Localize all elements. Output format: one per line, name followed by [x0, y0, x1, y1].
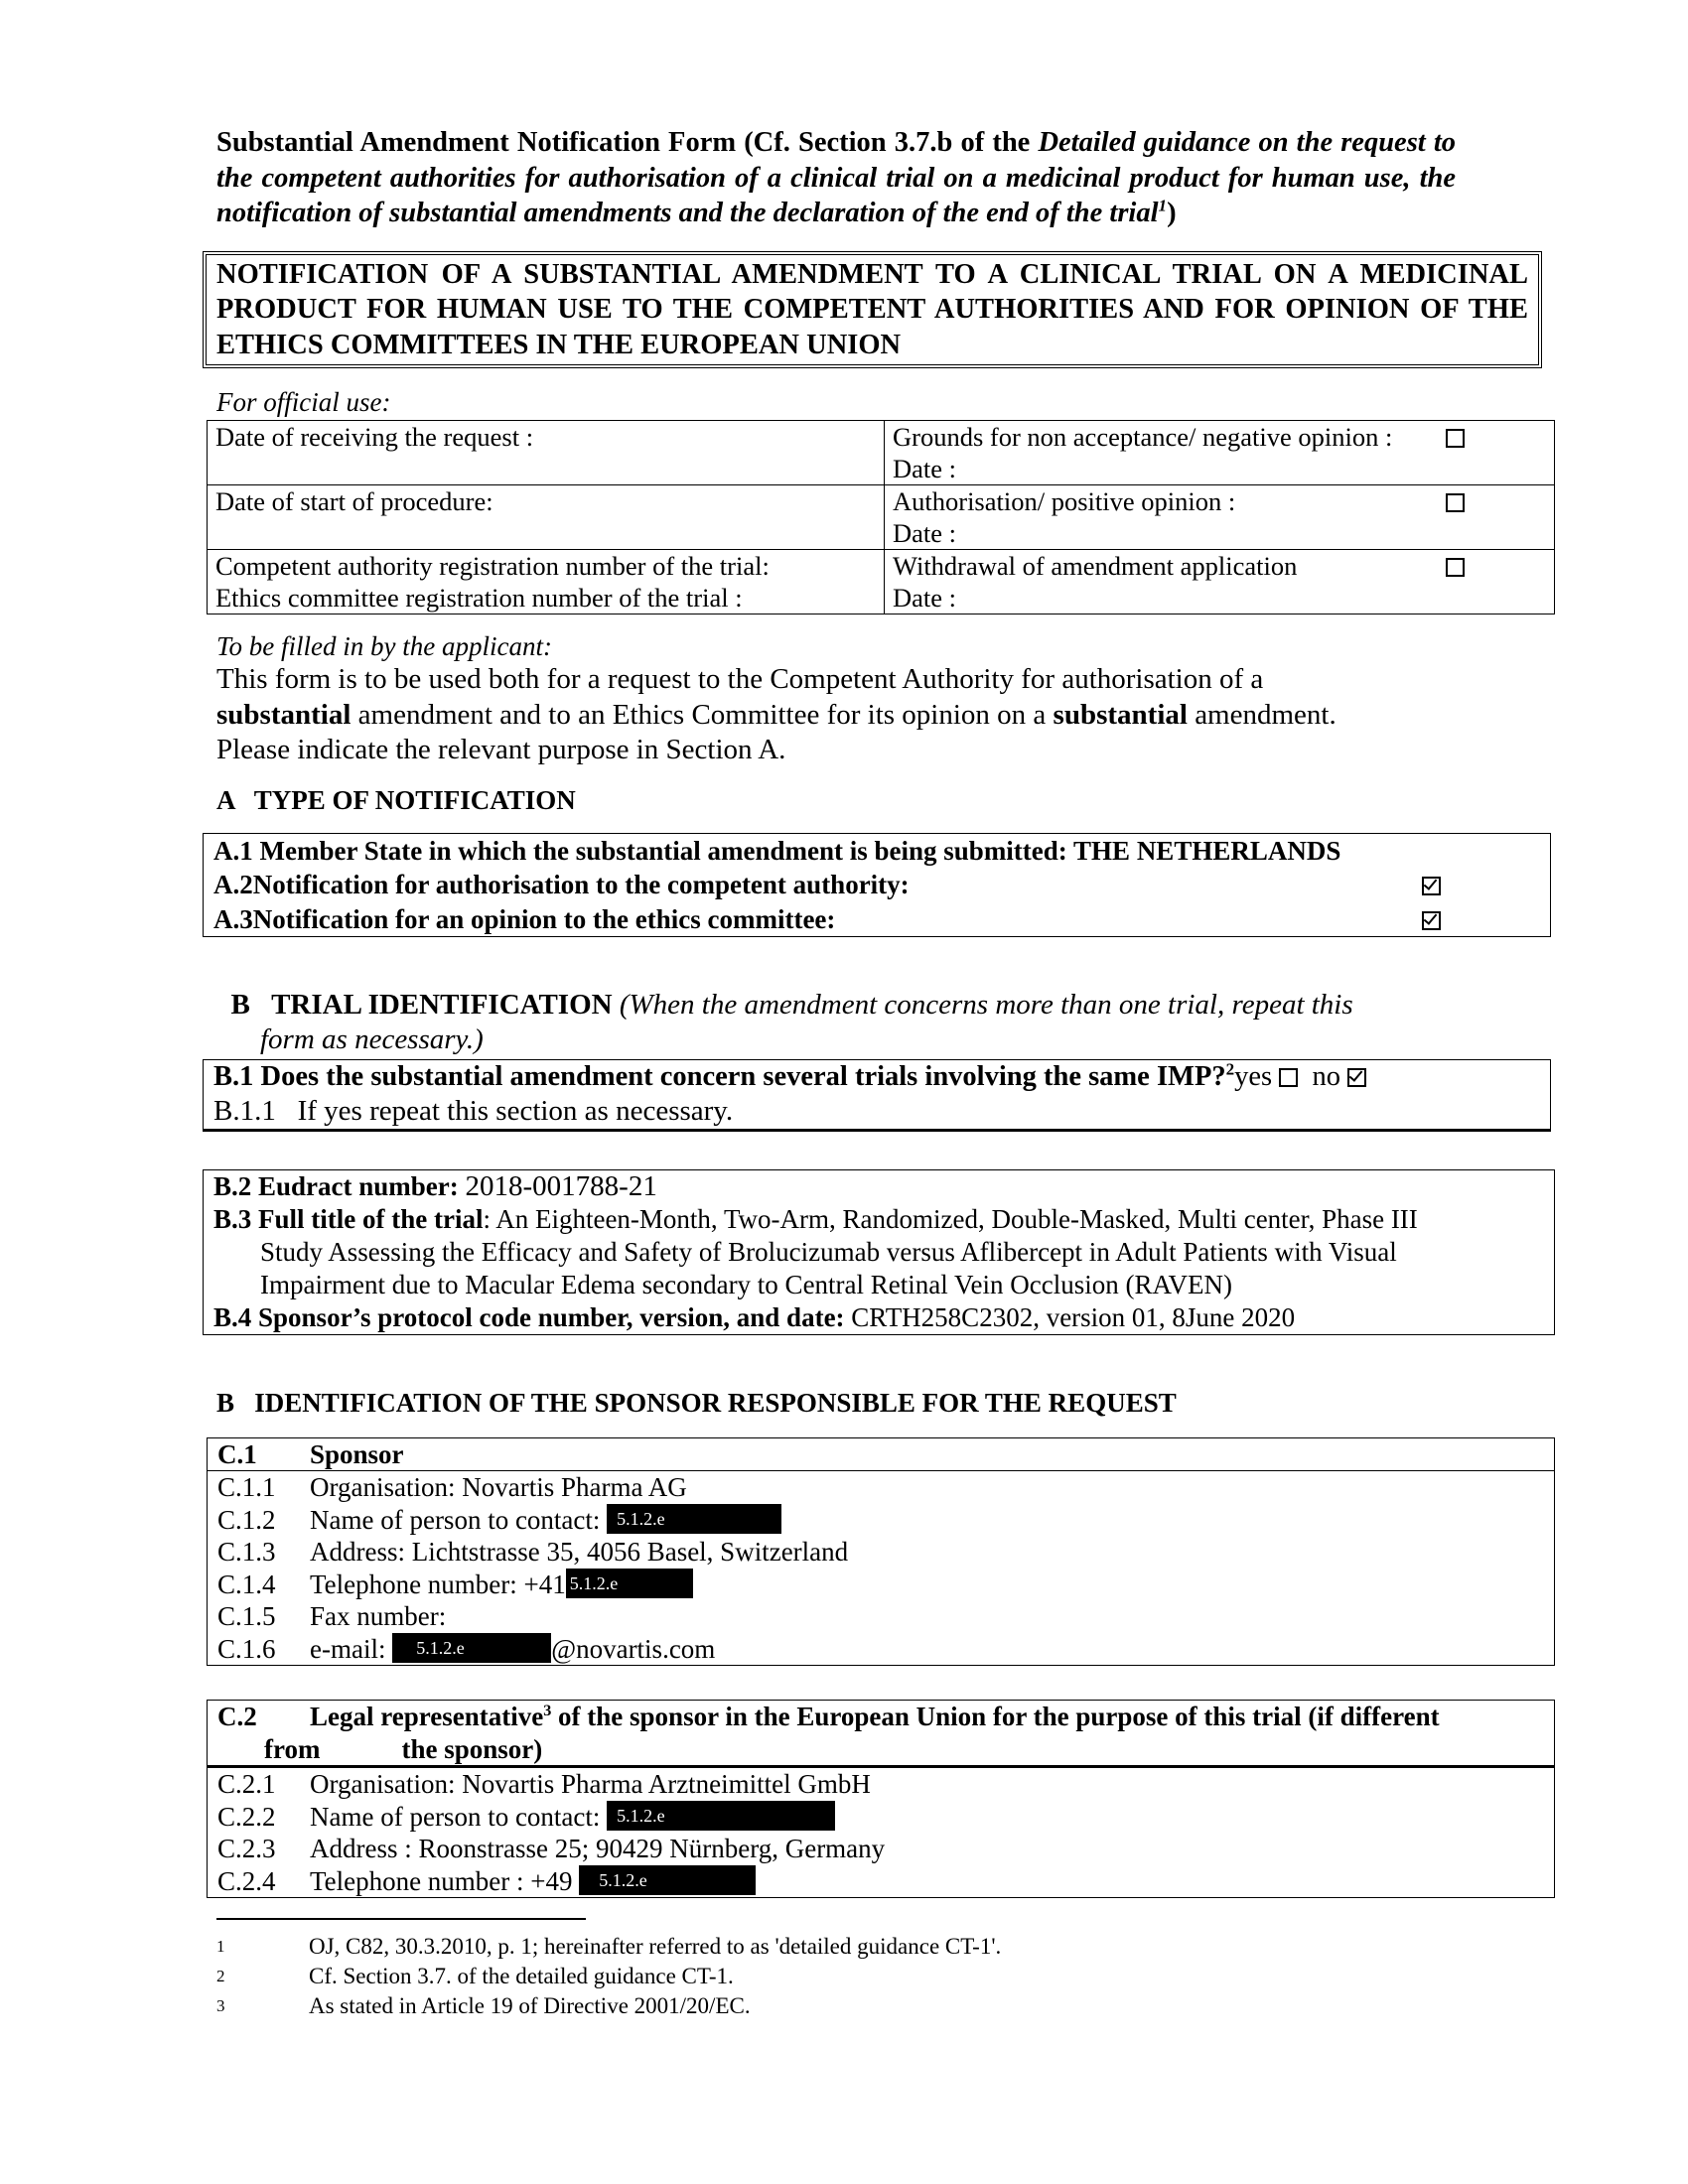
footnote-divider — [216, 1918, 586, 1920]
several-trials-yes-checkbox[interactable] — [1279, 1068, 1298, 1087]
redaction-block: 5.1.2.e — [579, 1865, 756, 1895]
list-item: C.1.2 Name of person to contact: 5.1.2.e — [217, 1504, 1544, 1537]
footnote: 3 As stated in Article 19 of Directive 2001/20/EC. — [216, 1993, 751, 2018]
official-use-label: For official use: — [216, 387, 391, 417]
redaction-block: 5.1.2.e — [566, 1569, 693, 1598]
several-trials-no-checkbox[interactable] — [1347, 1068, 1366, 1087]
list-item: C.2.4 Telephone number : +49 5.1.2.e — [217, 1865, 1544, 1898]
legal-representative-heading: C.2 Legal representative$^3$ of the sponsor in the European Union for the purpose of this trial (if different from the sponsor) — [208, 1701, 1554, 1768]
list-item: C.1.1 Organisation: Novartis Pharma AG — [217, 1472, 687, 1502]
official-use-table — [207, 420, 1555, 614]
withdrawal-checkbox[interactable] — [1446, 558, 1465, 577]
footnote: 1 OJ, C82, 30.3.2010, p. 1; hereinafter referred to as 'detailed guidance CT-1'. — [216, 1934, 1002, 1959]
section-b1-box: B.1 Does the substantial amendment concern several trials involving the same IMP?$^2$yes no B.1.1 If yes repeat this section as necessary. — [203, 1059, 1551, 1132]
list-item: C.1.4 Telephone number: +41 5.1.2.e — [217, 1569, 1544, 1601]
list-item: C.1.6 e-mail: 5.1.2.e @novartis.com — [217, 1633, 716, 1664]
positive-opinion-checkbox[interactable] — [1446, 493, 1465, 512]
table-row: Date of start of procedure: Authorisation/ positive opinion : Date : — [208, 485, 1555, 550]
redaction-block: 5.1.2.e — [392, 1633, 551, 1663]
table-row: Competent authority registration number of the trial: Ethics committee registration number of the trial : Withdrawal of amendment application Date : — [208, 550, 1555, 614]
negative-opinion-checkbox[interactable] — [1446, 429, 1465, 448]
legal-representative-box — [207, 1700, 1555, 1898]
sponsor-box: C.1 Sponsor C.1.1 Organisation: Novartis Pharma AG C.1.2 Name of person to contact: 5.1.2.e C.1.3 Address: Lichtstrasse 35, 4056 Basel, Switzerland C.1.4 Telephone number: +41 5.1.2.e C.1.5 Fax number: C.1.6 e-mail: 5.1.2.e @novartis.com — [207, 1437, 1555, 1667]
footnote: 2 Cf. Section 3.7. of the detailed guidance CT-1. — [216, 1964, 734, 1988]
list-item: C.2.3 Address : Roonstrasse 25; 90429 Nürnberg, Germany — [217, 1834, 886, 1863]
instructions-paragraph: This form is to be used both for a request to the Competent Authority for authorisation of a substantial amendment and to an Ethics Committee for its opinion on a substantial amendment. Please indicate the relevant purpose in Section A. — [216, 663, 1336, 765]
section-b-heading: B TRIAL IDENTIFICATION (When the amendment concerns more than one trial, repeat this form as necessary.) — [230, 988, 1353, 1055]
ethics-committee-checkbox[interactable] — [1422, 911, 1441, 930]
competent-authority-checkbox[interactable] — [1422, 877, 1441, 895]
document — [203, 125, 1555, 2020]
section-c-heading: B IDENTIFICATION OF THE SPONSOR RESPONSIBLE FOR THE REQUEST — [216, 1387, 1177, 1418]
redaction-block: 5.1.2.e — [607, 1504, 781, 1534]
section-b2-box: B.2 Eudract number: 2018-001788-21 B.3 Full title of the trial: An Eighteen-Month, Two-Arm, Randomized, Double-Masked, Multi center, Phase III Study Assessing the Efficacy and Safety of Brolucizumab versus Aflibercept in Adult Patients with Visual Impairment due to Macular Edema secondary to Central Retinal Vein Occlusion (RAVEN) B.4 Sponsor’s protocol code number, version, and date: CRTH258C2302, version 01, 8June 2020 — [203, 1169, 1555, 1335]
list-item: C.2.2 Name of person to contact: 5.1.2.e — [217, 1801, 1544, 1834]
list-item: C.1.5 Fax number: — [217, 1601, 447, 1631]
list-item: C.1.3 Address: Lichtstrasse 35, 4056 Basel, Switzerland — [217, 1537, 849, 1567]
section-a-box: A.1 Member State in which the substantial amendment is being submitted: THE NETHERLANDS A.2Notification for authorisation to the competent authority: A.3Notification for an opinion to the ethics committee: — [203, 833, 1551, 938]
table-row: Date of receiving the request : Grounds for non acceptance/ negative opinion : Date : — [208, 421, 1555, 485]
list-item: C.2.1 Organisation: Novartis Pharma Arztneimittel GmbH — [217, 1769, 871, 1799]
section-a-heading: A TYPE OF NOTIFICATION — [216, 784, 576, 815]
applicant-label: To be filled in by the applicant: — [216, 631, 552, 661]
form-title: Substantial Amendment Notification Form (Cf. Section 3.7.b of the Detailed guidance on the request to the competent authorities for authorisation of a clinical trial on a medicinal product for human use, the notification of substantial amendments and the declaration of the end of the trial$^1$) — [216, 127, 1456, 228]
notification-heading-box: NOTIFICATION OF A SUBSTANTIAL AMENDMENT TO A CLINICAL TRIAL ON A MEDICINAL PRODUCT FOR HUMAN USE TO THE COMPETENT AUTHORITIES AND FOR OPINION OF THE ETHICS COMMITTEES IN THE EUROPEAN UNION — [203, 251, 1542, 369]
redaction-block: 5.1.2.e — [607, 1801, 835, 1831]
